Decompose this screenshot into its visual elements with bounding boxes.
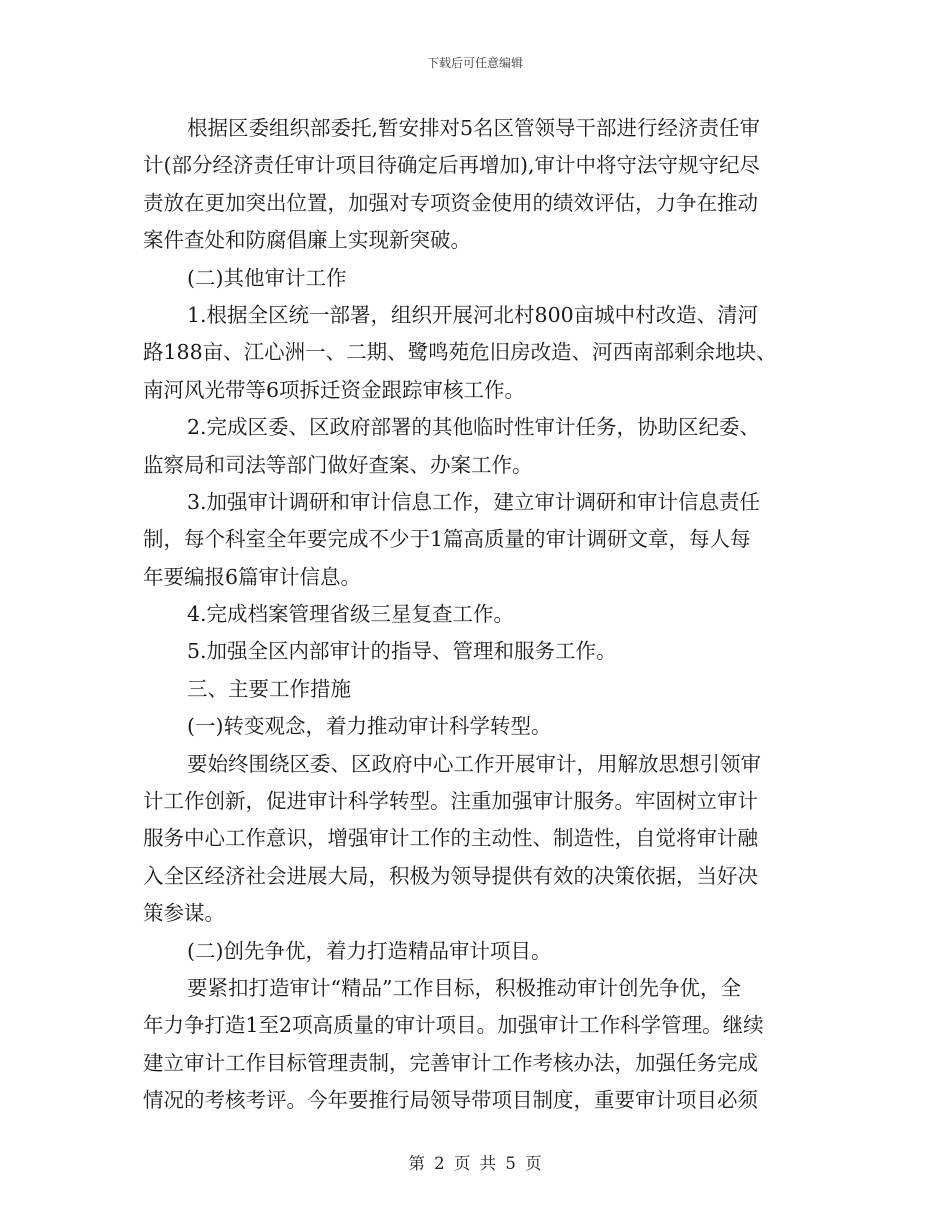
text-line: 年力争打造1至2项高质量的审计项目。加强审计工作科学管理。继续 [143,1013,764,1038]
text-line: 制，每个科室全年要完成不少于1篇高质量的审计调研文章，每人每 [143,527,751,552]
text-line: 2.完成区委、区政府部署的其他临时性审计任务，协助区纪委、 [187,415,761,440]
text-line: 路188亩、江心洲一、二期、鹭鸣苑危旧房改造、河西南部剩余地块、 [143,340,777,365]
text-line: 责放在更加突出位置，加强对专项资金使用的绩效评估，力争在推动 [143,190,758,215]
text-line: (二)其他审计工作 [187,265,347,290]
text-line: 根据区委组织部委托,暂安排对5名区管领导干部进行经济责任审 [187,116,761,140]
page-header-note: 下载后可任意编辑 [426,56,523,70]
text-line: 3.加强审计调研和审计信息工作，建立审计调研和审计信息责任 [187,489,761,514]
text-line: 要始终围绕区委、区政府中心工作开展审计，用解放思想引领审 [187,751,761,776]
text-line: 三、主要工作措施 [187,676,351,701]
text-line: (一)转变观念，着力推动审计科学转型。 [187,714,552,739]
text-line: 建立审计工作目标管理责制，完善审计工作考核办法，加强任务完成 [143,1050,758,1075]
text-line: 南河风光带等6项拆迁资金跟踪审核工作。 [143,377,526,402]
text-line: 4.完成档案管理省级三星复查工作。 [187,602,515,627]
text-line: 入全区经济社会进展大局，积极为领导提供有效的决策依据，当好决 [143,863,758,888]
text-line: 要紧扣打造审计“精品”工作目标，积极推动审计创先争优，全 [187,975,741,1000]
page-footer: 第 2 页 共 5 页 [408,1154,542,1173]
text-line: 5.加强全区内部审计的指导、管理和服务工作。 [187,639,617,664]
text-line: 计工作创新，促进审计科学转型。注重加强审计服务。牢固树立审计 [143,789,758,814]
document-body [143,110,813,1120]
text-line: 1.根据全区统一部署，组织开展河北村800亩城中村改造、清河 [187,302,759,327]
text-line: 计(部分经济责任审计项目待确定后再增加),审计中将守法守规守纪尽 [143,153,761,178]
text-line: (二)创先争优，着力打造精品审计项目。 [187,938,552,963]
text-line: 策参谋。 [143,901,225,926]
text-line: 情况的考核考评。今年要推行局领导带项目制度，重要审计项目必须 [143,1088,758,1113]
text-line: 监察局和司法等部门做好查案、办案工作。 [143,452,533,477]
text-line: 服务中心工作意识，增强审计工作的主动性、制造性，自觉将审计融 [143,826,758,851]
text-line: 年要编报6篇审计信息。 [143,564,362,589]
text-line: 案件查处和防腐倡廉上实现新突破。 [143,228,471,253]
